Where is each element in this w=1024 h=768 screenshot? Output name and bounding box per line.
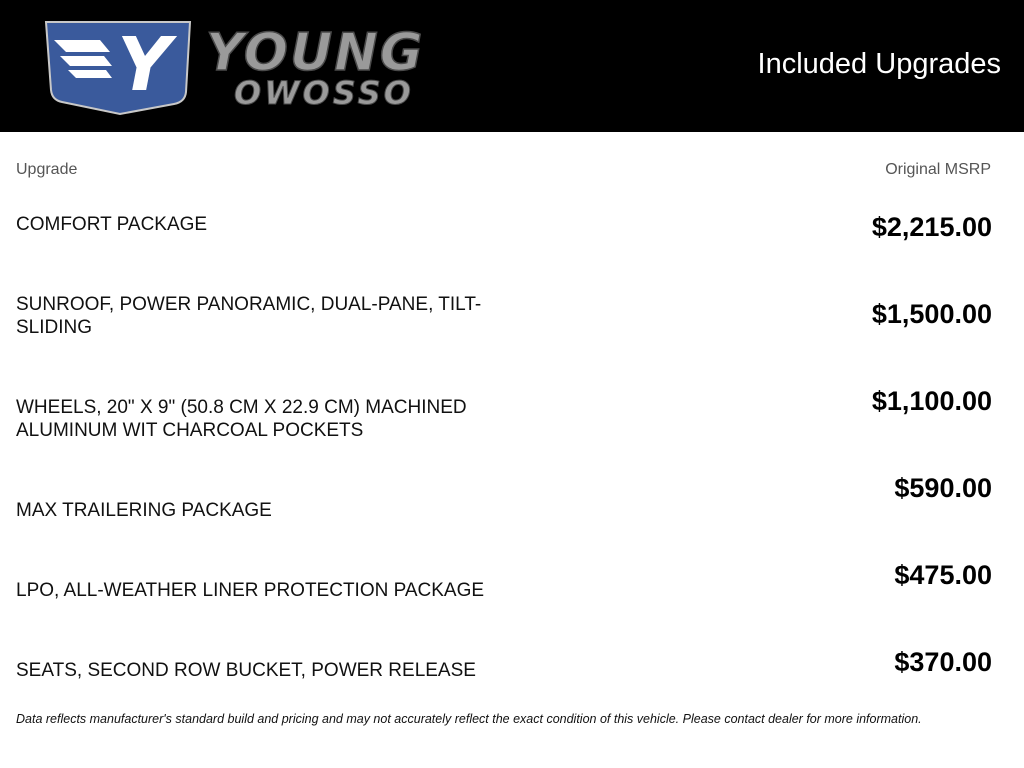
upgrade-name: MAX TRAILERING PACKAGE [16, 500, 272, 521]
upgrade-price: $1,100.00 [871, 386, 992, 416]
upgrade-price: $1,500.00 [871, 299, 992, 329]
column-header-msrp: Original MSRP [885, 161, 991, 178]
upgrade-price: $370.00 [894, 647, 992, 677]
upgrade-name: SEATS, SECOND ROW BUCKET, POWER RELEASE [16, 660, 476, 681]
upgrade-name: COMFORT PACKAGE [16, 214, 208, 235]
upgrade-name: SUNROOF, POWER PANORAMIC, DUAL-PANE, TILT-SLIDING [16, 294, 482, 338]
disclaimer: Data reflects manufacturer's standard build and pricing and may not accurately reflect the exact condition of this vehicle. Please contact dealer for more information. [16, 712, 922, 726]
upgrade-name: WHEELS, 20" X 9" (50.8 CM X 22.9 CM) MACHINED ALUMINUM WIT CHARCOAL POCKETS [16, 397, 467, 441]
logo-text-sub: OWOSSO [234, 74, 414, 112]
upgrade-price: $2,215.00 [871, 212, 992, 242]
logo-text-main: YOUNG [206, 23, 425, 83]
upgrade-name: LPO, ALL-WEATHER LINER PROTECTION PACKAGE [16, 580, 485, 601]
upgrade-price: $590.00 [894, 473, 992, 503]
column-header-upgrade: Upgrade [16, 161, 78, 178]
header-bar [0, 0, 1024, 132]
upgrade-price: $475.00 [894, 560, 992, 590]
dealer-logo [40, 18, 510, 118]
logo-letter: Y [117, 22, 171, 108]
page-title: Included Upgrades [757, 48, 1001, 80]
